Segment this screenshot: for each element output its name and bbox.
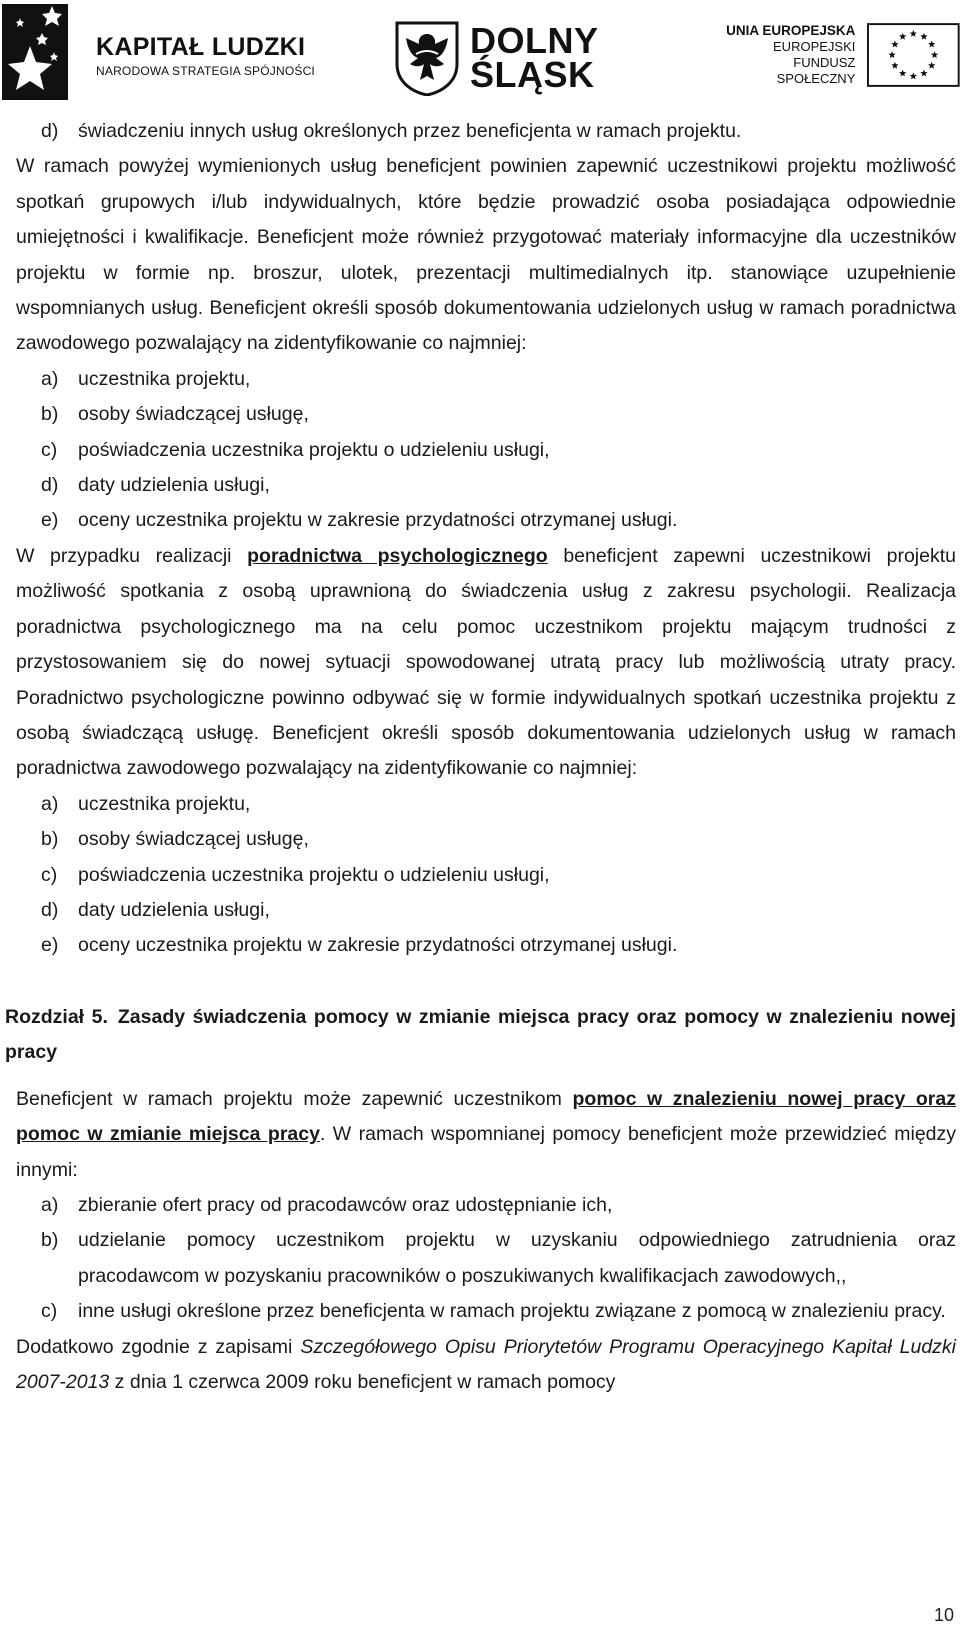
dolny-slask-line2: ŚLĄSK xyxy=(470,54,595,95)
chapter-number: Rozdział 5. xyxy=(5,1005,108,1028)
identification-list xyxy=(16,787,956,964)
list-item-text: osoby świadczącej usługę, xyxy=(78,403,309,426)
list-item xyxy=(16,928,956,963)
list-item xyxy=(16,787,956,822)
kapital-ludzki-subtitle: NARODOWA STRATEGIA SPÓJNOŚCI xyxy=(96,63,315,78)
list-marker: d) xyxy=(41,898,59,921)
document-body xyxy=(5,114,957,1400)
list-marker: c) xyxy=(41,1300,58,1323)
list-item xyxy=(16,822,956,857)
list-item-text: daty udzielenia usługi, xyxy=(78,474,270,497)
kapital-ludzki-emblem-icon xyxy=(2,4,74,102)
page-number: 10 xyxy=(933,1605,954,1625)
dolny-slask-line1: DOLNY xyxy=(470,20,599,61)
list-item xyxy=(16,1294,956,1329)
list-marker: c) xyxy=(41,863,58,886)
list-marker: e) xyxy=(41,934,59,957)
kapital-ludzki-logo xyxy=(2,4,315,102)
list-marker: d) xyxy=(41,474,59,497)
list-marker: b) xyxy=(41,1229,59,1252)
underlined-term: pomoc w znalezieniu nowej pracy oraz pomoc w zmianie miejsca pracy xyxy=(16,1087,956,1146)
list-item-text: udzielanie pomocy uczestnikom projektu w uzyskaniu odpowiedniego zatrudnienia oraz pracodawcom w pozyskaniu pracowników o poszukiwanych kwalifikacjach zawodowych,, xyxy=(78,1229,956,1287)
list-item-text: poświadczenia uczestnika projektu o udzieleniu usługi, xyxy=(78,863,550,886)
identification-list xyxy=(16,362,956,539)
text-span: beneficjent zapewni uczestnikowi projektu możliwość spotkania z osobą uprawnioną do świadczenia usług z zakresu psychologii. Realizacja poradnictwa psychologicznego ma na celu pomoc uczestnikom projektu mającym trudności z przystosowaniem się do nowej sytuacji spowodowanej utratą pracy lub możliwością utraty pracy. Poradnictwo psychologiczne powinno odbywać się w formie indywidualnych spotkań uczestnika projektu z osobą świadczącą usługę. Beneficjent określi sposób dokumentowania udzielonych usług w ramach poradnictwa zawodowego pozwalający na zidentyfikowanie co najmniej: xyxy=(16,544,956,780)
text-span: z dnia 1 czerwca 2009 roku beneficjent w ramach pomocy xyxy=(109,1371,616,1393)
list-item xyxy=(16,433,956,468)
list-item-text: uczestnika projektu, xyxy=(78,367,251,390)
paragraph xyxy=(16,539,956,787)
list-marker: a) xyxy=(41,792,59,815)
list-item xyxy=(16,893,956,928)
underlined-term: poradnictwa psychologicznego xyxy=(247,544,548,567)
chapter-title: Zasady świadczenia pomocy w zmianie miejsca pracy oraz pomocy w znalezieniu nowej pracy xyxy=(5,1005,956,1063)
list-item xyxy=(16,503,956,538)
list-item xyxy=(16,1223,956,1294)
text-span: Dodatkowo zgodnie z zapisami xyxy=(16,1335,301,1358)
dolny-slask-logo xyxy=(394,20,599,96)
list-marker: a) xyxy=(41,367,59,390)
eu-line3: FUNDUSZ SPOŁECZNY xyxy=(776,55,856,86)
eu-flag-icon xyxy=(867,22,960,88)
eu-line2: EUROPEJSKI xyxy=(773,39,856,54)
list-marker: c) xyxy=(41,438,58,461)
list-marker: b) xyxy=(41,403,59,426)
list-item xyxy=(16,1188,956,1223)
italic-title: Szczegółowego Opisu Priorytetów Programu Operacyjnego Kapitał Ludzki 2007-2013 xyxy=(16,1335,957,1393)
list-marker: e) xyxy=(41,509,59,532)
text-span: . W ramach wspomnianej pomocy beneficjent może przewidzieć między innymi: xyxy=(16,1123,957,1181)
list-marker: d) xyxy=(41,120,59,142)
list-item-text: oceny uczestnika projektu w zakresie przydatności otrzymanej usługi. xyxy=(78,934,678,957)
help-list xyxy=(16,1188,956,1330)
list-item xyxy=(16,468,956,503)
list-item xyxy=(16,114,956,149)
list-item-text: poświadczenia uczestnika projektu o udzieleniu usługi, xyxy=(78,438,550,461)
list-item xyxy=(16,362,956,397)
list-item-text: osoby świadczącej usługę, xyxy=(78,828,309,851)
list-item-text: inne usługi określone przez beneficjenta w ramach projektu związane z pomocą w znalezieniu pracy. xyxy=(78,1300,946,1323)
chapter-heading xyxy=(5,1000,956,1070)
text-span: Beneficjent w ramach projektu może zapewnić uczestnikom xyxy=(16,1087,573,1110)
eu-title: UNIA EUROPEJSKA xyxy=(726,23,856,38)
list-item xyxy=(16,397,956,432)
eu-logo xyxy=(716,22,960,88)
list-marker: a) xyxy=(41,1193,59,1216)
list-marker: b) xyxy=(41,828,59,851)
list-item xyxy=(16,858,956,893)
kapital-ludzki-title: KAPITAŁ LUDZKI xyxy=(96,32,306,61)
paragraph xyxy=(16,1330,956,1401)
list-item-text: uczestnika projektu, xyxy=(78,792,251,815)
list-item-text: świadczeniu innych usług określonych przez beneficjenta w ramach projektu. xyxy=(78,120,742,142)
eagle-crest-icon xyxy=(394,20,460,96)
list-item-text: oceny uczestnika projektu w zakresie przydatności otrzymanej usługi. xyxy=(78,509,678,532)
text-span: W przypadku realizacji xyxy=(16,544,248,567)
paragraph: W ramach powyżej wymienionych usług beneficjent powinien zapewnić uczestnikowi projektu możliwość spotkań grupowych i/lub indywidualnych, które będzie prowadzić osoba posiadająca odpowiednie umiejętności i kwalifikacje. Beneficjent może również przygotować materiały informacyjne dla uczestników projektu w formie np. broszur, ulotek, prezentacji multimedialnych itp. stanowiące uzupełnienie wspomnianych usług. Beneficjent określi sposób dokumentowania udzielonych usług w ramach poradnictwa zawodowego pozwalający na zidentyfikowanie co najmniej: xyxy=(16,155,956,355)
list-item-text: zbieranie ofert pracy od pracodawców oraz udostępnianie ich, xyxy=(78,1193,613,1216)
list-item-text: daty udzielenia usługi, xyxy=(78,898,270,921)
logo-header xyxy=(0,0,960,110)
spacer xyxy=(16,964,956,1000)
paragraph xyxy=(16,1082,956,1188)
